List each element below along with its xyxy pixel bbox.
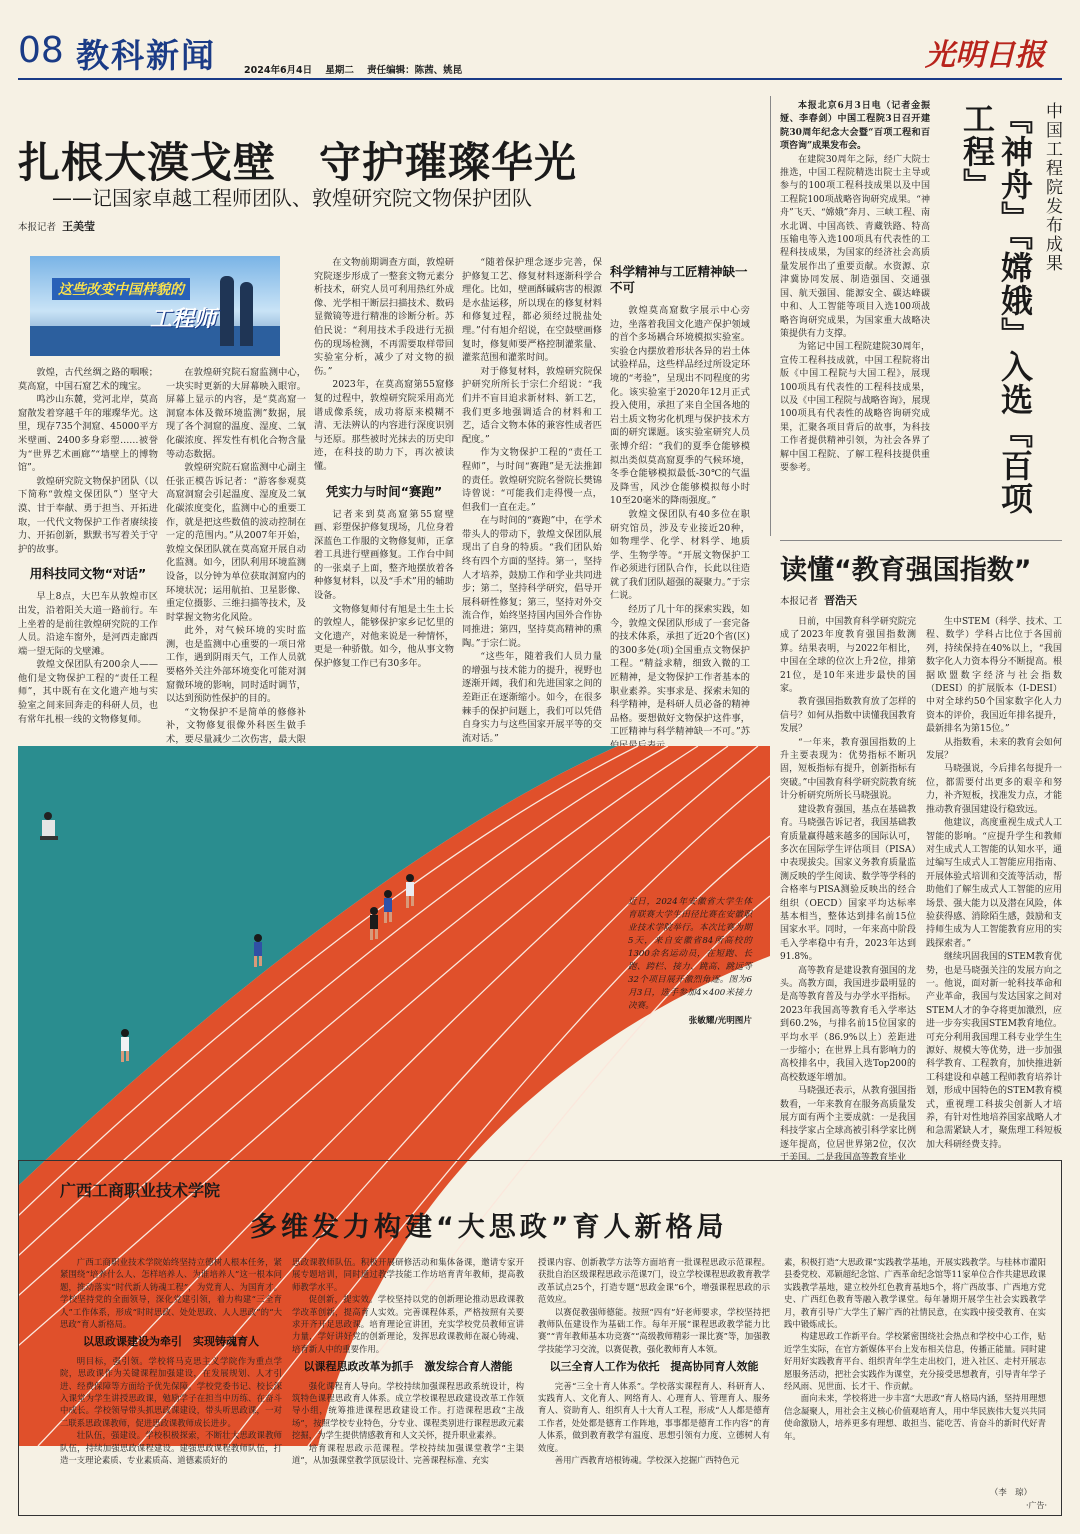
paragraph: 从指数看，未来的教育会如何发展？ [926,737,1062,762]
paragraph: 生中STEM（科学、技术、工程、数学）学科占比位于各国前列，持续保持在40%以上，“我国数字化人力资本得分不断提高。根据欧盟数字经济与社会指数（DESI）的扩展版本（I-DESI）中对全球约50个国家数字化人力资本的评价，我国近年排名提升，最新排名为第15位。” [926,617,1062,735]
silhouette [220,276,234,346]
paragraph: 促创新，提实效。学校坚持以党的创新理论推动思政课教学改革创新，提高育人实效。完善课程体系，严格按照有关要求开齐开足思政课。培育理论宣讲团，充实学校党员教师宣讲力量，学好讲好党的创新理论，发挥思政课教师在凝心铸魂、培育新人中的重要作用。 [292,1294,524,1354]
main-col-4 [462,256,602,744]
paragraph: 对于修复材料，敦煌研究院保护研究所所长于宗仁介绍说：“我们并不盲目追求新材料、新工艺，我们更多地强调适合的材料和工艺，适合文物本体的兼容性成者匹配度。” [462,365,602,445]
subhead-tech: 用科技同文物“对话” [29,566,147,582]
main-col-2 [166,366,306,746]
subhead-race: 凭实力与时间“赛跑” [325,483,443,499]
ad-col-3 [538,1256,770,1504]
paragraph: 敦煌文保团队有200余人——他们是文物保护工程的“责任工程师”，其中既有在文化遗产地与实验室之间来回奔走的科研人员，也有常年扎根一线的文物修复师。 [18,659,158,725]
byline-label: 本报记者 [18,222,57,233]
paragraph: 敦煌，古代丝绸之路的咽喉；莫高窟，中国石窟艺术的瑰宝。 [18,367,158,392]
paragraph: 明目标，强引领。学校将马克思主义学院作为重点学院，思政课作为关键课程加强建设，在发展规划、人才引进、经费保障等方面给予优先保障。学校党委书记、校长深入课堂为学生讲授思政课，勉励学子在担当中历练、在奋斗中成长。学校领导带头抓思政课建设，带头听思政课，一对二联系思政课教师，促进思政课教师成长进步。 [60,1355,282,1428]
byline-name: 王美莹 [62,220,96,233]
paragraph: 培育课程思政示范课程。学校持续加强课堂教学“主渠道”，从加强课堂教学顶层设计、完善课程标准、充实 [292,1442,524,1466]
paragraph: 敦煌研究院石窟监测中心副主任张正模告诉记者：“游客参观莫高窟洞窟会引起温度、湿度及二氧化碳浓度变化，监测中心的重要工作，就是把这些数值的波动控制在一定的范围内。”从2007年开始，敦煌文保团队就在莫高窟开展自动化监测。如今，团队利用环境监测设备，以分钟为单位获取洞窟内的环境状况；运用航拍、卫星影像、重定位摄影、三维扫描等技术，及时掌握文物劣化风险。 [166,462,306,623]
main-col-3 [314,256,454,736]
paragraph: 记者来到莫高窟第55窟壁画、彩塑保护修复现场，几位身着深蓝色工作服的文物修复师，正拿着工具进行壁画修复。工作台中间的一张桌子上面，整齐地摆放着各种修复材料，以及“手术”用的辅助设备。 [314,508,454,602]
ad-subhead: 以三全育人工作为依托 提高协同育人效能 [549,1360,759,1374]
photo-credit: 张敏耀/光明图片 [688,1016,752,1026]
divider [770,96,771,536]
ad-org: 广西工商职业技术学院 [60,1181,221,1200]
paragraph: 本报北京6月3日电（记者金振娅、李春剑）中国工程院3日召开建院30周年纪念大会暨“百项工程和百项咨询”成果发布会。 [780,101,930,152]
paragraph: 马晓强还表示，从教育强国指数看，一年来教育在服务高质量发展方面有两个主要成就：一是我国科技学家占全球高被引科学家比例逐年提高，位居世界第2位，仅次于美国。二是我国高等教育毕业 [780,1086,916,1164]
paragraph: 强化课程育人导向。学校持续加强课程思政系统设计，构筑特色课程思政育人体系。成立学校课程思政建设改革工作领导小组，统筹推进课程思政建设工作。打造课程思政“主战场”，按照学校专业特色，分专业、课程类别进行课程思政元素挖掘，为学生提供情感教育和人文关怀，提升职业素养。 [292,1380,524,1441]
paragraph: 以赛促教强师德能。按照“四有”好老师要求，学校坚持把教师队伍建设作为基础工作。每年开展“课程思政教学能力比赛”“青年教师基本功竞赛”“高级教师精彩一课比赛”等，加强教学技能学习交流，以赛促教，强化教师育人本领。 [538,1306,770,1354]
ad-col-2 [292,1256,524,1504]
banner-line1: 这些改变中国样貌的 [52,278,190,300]
newspaper-logo: 光明日报 [925,38,1045,73]
paragraph: 作为文物保护工程的“责任工程师”，与时间“赛跑”是无法推卸的责任。敦煌研究院名誉院长樊锦诗曾说：“可能我们走得慢一点，但我们一直在走。” [462,447,602,513]
divider [780,540,1062,541]
side1-kicker: 中国工程院发布成果 [1042,102,1062,273]
ad-col-4 [784,1256,1046,1484]
paragraph: 壮队伍，强建设。学校积极探索，不断壮大思政课教师队伍，持续加强思政课程建设。建强思政课程教师队伍，打造一支理论素质、专业素质高、道德素质好的 [60,1430,282,1466]
banner-line2: 工程师 [150,307,217,332]
paragraph: 面向未来，学校将进一步丰富“大思政”育人格局内涵，坚持用理想信念凝聚人，用社会主义核心价值观培育人，用中华民族伟大复兴共同使命激励人，培养更多有理想、敢担当、能吃苦、肯奋斗的新时代好青年。 [784,1393,1046,1441]
paragraph: 敦煌莫高窟数字展示中心旁边，坐落着我国文化遗产保护领域的首个多场耦合环境模拟实验室。实验仓内摆放着形状各异的岩土体试验样品，这些样品经过所设定环境的“考验”，呈现出不同程度的劣化。该实验室于2020年12月正式投入使用，承担了来自全国各地的岩土质文物劣化机理与保护技术方面的研究课题。该实验室研究人员张博介绍：“我们的夏季仓能够模拟出类似莫高窟夏季的气候环境，冬季仓能够模拟最低-30℃的气温及降雪，风沙仓能够模拟每小时10至20毫米的降雨强度。” [610,305,750,507]
paragraph: 在文物前期调查方面，敦煌研究院逐步形成了一整套文物元素分析技术，研究人员可利用热红外成像、光学相干断层扫描技术、数码显微镜等进行精准的诊断分析。苏伯民说：“利用技术手段进行无损伤的现场检测，不再需要取样带回实验室分析，减少了对文物的损伤。” [314,257,454,377]
silhouette [240,282,253,346]
section-title: 教科新闻 [76,36,216,75]
paragraph: 完善“三全十育人体系”。学校落实课程育人、科研育人、实践育人、文化育人、网络育人、心理育人、管理育人、服务育人、资助育人、组织育人十大育人工程，形成“人人都是德育工作者，处处都是德育工作阵地，事事都是德育工作内容”的育人体系，做到教育教学有温度、思想引领有力度、立德树人有效度。 [538,1380,770,1453]
byline-label: 本报记者 [780,596,819,607]
paragraph: 思政课教师队伍。积极开展研修活动和集体备课，邀请专家开展专题培训，同时通过教学技能工作坊培育青年教师，提高教师教学水平。 [292,1257,524,1292]
ad-subhead: 以课程思政改革为抓手 激发综合育人潜能 [303,1360,513,1374]
main-subtitle: ——记国家卓越工程师团队、敦煌研究院文物保护团队 [52,186,532,210]
issue-weekday: 星期二 [325,65,354,76]
paragraph: 经历了几十年的探索实践，如今，敦煌文保团队形成了一套完备的技术体系，承担了近20个省(区)的300多处(项)全国重点文物保护工程。“精益求精，细致入微的工匠精神，是文物保护工作者基本的职业素养。实事求是、探索未知的科学精神，是科研人员必备的精神品格。要想做好文物保护这件事，工匠精神与科学精神缺一不可。”苏 [610,604,750,738]
paragraph: 为铭记中国工程院建院30周年，宣传工程科技成就，中国工程院将出版《中国工程院与大国工程》，展现100项具有代表性的工程科技成果，以及《中国工程院与战略咨询》，展现100项具有代表性的战略咨询研究成果，汇聚各项目背后的故事，为科技工作者提供精神引领，为社会各界了解中国工程院、了解工程科技提供重要参考。 [780,342,930,473]
main-byline [18,218,95,234]
paragraph: 善用广西教育培根铸魂。学校深入挖掘广西特色元 [554,1455,740,1466]
paragraph: 在敦煌研究院石窟监测中心，一块实时更新的大屏幕映入眼帘。屏幕上显示的内容，是“莫高窟一洞窟本体及微环境监测”数据，展现了各个洞窟的温度、湿度、二氧化碳浓度、挥发性有机化合物含量等动态数据。 [166,367,306,460]
ad-author: （李 琼） [990,1487,1032,1497]
ad-title: 多维发力构建“大思政”育人新格局 [250,1212,728,1243]
paragraph: “一年来，教育强国指数的上升主要表现为：优势指标不断巩固，短板指标有提升，创新指标有突破。”中国教育科学研究院教育统计分析研究所所长马晓强说。 [780,737,916,802]
engineer-banner [30,256,280,356]
paragraph: 文物修复师付有旭是土生土长的敦煌人，能够保护家乡记忆里的文化遗产，对他来说是一种情怀，更是一种骄傲。如今，他从事文物保护修复工作已有30多年。 [314,603,454,670]
issue-date: 2024年6月4日 [244,65,313,76]
paragraph: 2023年，在莫高窟第55窟修复的过程中，敦煌研究院采用高光谱成像系统，成功将原来模糊不清、无法辨认的内容进行深度识别与还原。那些被时光抹去的历史印迹，在科技的助力下，再次被读懂。 [314,379,454,472]
subhead-spirit: 科学精神与工匠精神缺一不可 [610,264,748,295]
main-col-5 [610,256,750,736]
paragraph: 教育强国指数教育放了怎样的信号？如何从指数中读懂我国教育发展？ [780,697,916,735]
photo-caption [628,896,752,1028]
byline-name: 晋浩天 [824,594,858,607]
editor-credit: 责任编辑：陈茜、姚昆 [367,65,463,76]
ad-col-1 [60,1256,282,1504]
side1-title: 『神舟』『嫦娥』入选『百项工程』 [958,102,1034,515]
header-rule [18,78,1062,80]
header-meta [244,62,462,76]
paragraph: 构建思政工作新平台。学校紧密围绕社会热点和学校中心工作，贴近学生实际，在官方新媒体平台上发布相关信息，传播正能量。同时建好用好实践教育平台、组织青年学生走出校门，进入社区、走村开展志愿服务活动，把社会实践作为课堂，充分接受思想教育，引导青年学子经风雨、见世面、长才干、作贡献。 [784,1331,1046,1392]
main-title: 扎根大漠戈壁 守护璀璨华光 [18,138,578,187]
paragraph: 鸣沙山东麓，党河北岸，莫高窟散发着穿越千年的璀璨华光。这里，现存735个洞窟、45000平方米壁画、2400多身彩塑……被誉为“世界艺术画廊”“墙壁上的博物馆”。 [18,394,158,474]
side1-body [780,100,930,530]
paragraph: 广西工商职业技术学院始终坚持立德树人根本任务，紧紧围绕“培养什么人、怎样培养人、为谁培养人”这一根本问题，推动落实“时代新人铸魂工程”，为党育人、为国育才。学校坚持党的全面领导，深化党建引领，着力构建“三全育人”工作体系，形成“时时思政、处处思政、人人思政”的“大思政”育人新格局。 [60,1257,282,1330]
caption-text: 近日，2024年安徽省大学生体育联赛大学生田径比赛在安徽职业技术学院举行。本次比赛为期5天，来自安徽省84所高校的1300余名运动员，在短跑、长跑、跨栏、接力、跳高、跳远等32个项目展开激烈角逐。图为6月3日，选手参加4×400米接力决赛。 [628,897,752,1011]
paragraph: 敦煌文保团队有40多位在职研究馆员，涉及专业接近20种，如物理学、化学、材料学、地质学、生物学等。“开展文物保护工作必须进行团队合作，长此以往造就了我们团队超强的凝聚力。”于宗仁说。 [610,508,750,602]
paragraph: 素，积极打造“大思政课”实践教学基地，开展实践教学。与桂林市灌阳县委党校、邓颖超纪念馆、广西革命纪念馆等11家单位合作共建思政课实践教学基地，建立校外红色教育基地5个，将广西故事、广西地方党史、广西红色教育等融入教学课堂。每年暑期开展学生社会实践教学月，教育引导广大学生了解广西的社情民意，在实践中接受教育、在实践中锻炼成长。 [784,1257,1046,1330]
paragraph: “随着保护理念逐步完善，保护修复工艺、修复材料逐渐科学合理化。比如，壁画酥碱病害的根源是水盐运移，所以现在的修复材料和修复过程，都必须经过脱盐处理。”付有旭介绍说，在空鼓壁画修复时，修复师要严格控制灌浆量、灌浆范围和灌浆时间。 [462,257,602,364]
paragraph: 授课内容、创新教学方法等方面培育一批课程思政示范课程。获批自治区级课程思政示范课7门，设立学校课程思政教育教学改革试点25个，打造专题“思政金课”6个，增强课程思政的示范效应。 [538,1257,770,1305]
paragraph: 马晓强说，今后排名每提升一位，都需要付出更多的艰辛和努力，补齐短板，找准发力点，才能推动教育强国建设行稳致远。 [926,764,1062,815]
paragraph: 建设教育强国，基点在基础教育。马晓强告诉记者，我国基础教育质量赢得越来越多的国际认可，多次在国际学生评估项目（PISA）中表现拔尖。国家义务教育质量监测反映的学生阅读、数学等学科的合格率与PISA测验反映出的经合组织（OECD）国家平均达标率基本相当，整体达到排名前15位国家水平。同时，一年来高中阶段毛入学率稳中有升，2023年达到91.8%。 [780,804,916,963]
paragraph: 在与时间的“赛跑”中，在学术带头人的带动下，敦煌文保团队展现出了自身的特质。“我们团队始终有四个方面的坚持。第一，坚持人才培养，鼓励工作和学业共同进步；第二，坚持科学研究，倡导开展科研性修复；第三，坚持对外交流合作，始终坚持国内国外合作协同推进；第四，坚持莫高精神的熏陶。”于宗仁说。 [462,515,602,649]
ad-subhead: 以思政课建设为牵引 实现铸魂育人 [83,1335,259,1349]
paragraph: “文物保护不是简单的修修补补，文物修复很像外科医生做手术，要尽量减少二次伤害，最大限 [166,706,306,746]
paragraph: 敦煌研究院文物保护团队（以下简称“敦煌文保团队”）坚守大漠、甘于奉献、勇于担当、开拓进取，一代代文物保护工作者赓续接力、开拓创新，默默书写着关于守护的故事。 [18,475,158,555]
side2-title: 读懂“教育强国指数” [780,555,1032,586]
paragraph: 早上8点，大巴车从敦煌市区出发，沿着阳关大道一路前行。车上坐着的是前往敦煌研究院的工作人员。沿途车窗外，是河西走廊西端一望无际的戈壁滩。 [18,591,158,657]
side2-byline [780,592,857,608]
page-number: 08 [18,30,64,71]
ad-tag: ·广告· [1026,1501,1048,1510]
main-col-1 [18,366,158,736]
paragraph: “这些年，随着我们人员力量的增强与技术能力的提升，视野也逐渐开阔，我们和先进国家之间的差距正在逐渐缩小。如今，在很多棘手的保护问题上，我们可以凭借自身实力与这些国家开展平等的交流对话。” [462,651,602,744]
paragraph: 他建议，高度重视生成式人工智能的影响。“应提升学生和教师对生成式人工智能的认知水平，通过编写生成式人工智能应用指南、开展体验式培训和交流等活动，帮助他们了解生成式人工智能的应用场景、强大能力以及潜在风险，体验获得感、消除陌生感，鼓励和支持师生成为人工智能教育应用的实践探索者。” [926,818,1062,949]
paragraph: 日前，中国教育科学研究院完成了2023年度教育强国指数测算。结果表明，与2022年相比，中国在全球的位次上升2位，排第21位，是10年来进步最快的国家。 [780,617,916,695]
paragraph: 在建院30周年之际，经广大院士推选，中国工程院精选出院士主导或参与的100项工程科技成果以及中国工程院100项战略咨询研究成果。“神舟”飞天、“嫦娥”奔月、三峡工程、南水北调、中国高铁、青藏铁路、特高压输电等入选100项具有代表性的工程科技成果，为国家的经济社会高质量发展作出了重要贡献。水资源、京津冀协同发展、制造强国、交通强国、航天强国、能源安全、碳达峰碳中和、人工智能等项目入选100项战略咨询研究成果，为国家重大战略决策提供有力支撑。 [780,154,930,339]
paragraph: 高等教育是建设教育强国的龙头。高教方面，我国进步最明显的是高等教育普及与办学水平指标。2023年我国高等教育毛入学率达到60.2%，与排名前15位国家的平均水平（86.9%以上）差距进一步缩小；在世界上具有影响力的高校排名中，我国入选Top200的高校数逐年增加。 [780,965,916,1083]
paragraph: 继续巩固我国的STEM教育优势，也是马晓强关注的发展方向之一。他说，面对新一轮科技革命和产业革命，我国与发达国家之间对STEM人才的争夺将更加激烈，应进一步夯实我国STEM教育地位。可充分利用我国理工科专业学生生源好、规模大等优势，进一步加强科学教育、工程教育，加快推进新工科建设和卓越工程师教育培养计划，形成中国特色的STEM教育模式，重视理工科拔尖创新人才培养，有针对性地培养国家战略人才和急需紧缺人才，聚焦理工科短板加大科研经费支持。 [926,952,1062,1150]
paragraph: 此外，对气候环境的实时监测，也是监测中心重要的一项日常工作，遇到阴雨天气，工作人员就要格外关注外部环境变化可能对洞窟微环境的影响，同时适时调节，以达到预防性保护的目的。 [166,625,306,705]
